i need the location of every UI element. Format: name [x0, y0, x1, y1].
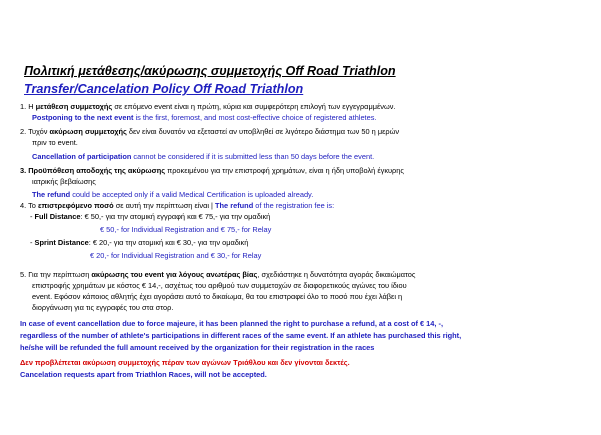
- text-bold: ακύρωση συμμετοχής: [49, 127, 127, 136]
- force-majeure-en-3: he/she will be refunded the full amount received by the organization for their registration in the races: [20, 343, 375, 352]
- text: 1. Η: [20, 102, 36, 111]
- item-2-greek: [20, 127, 399, 137]
- text: -: [30, 238, 35, 247]
- item-5-greek-3: event. Εφόσον κάποιος αθλητής έχει αγοράσει αυτό το δικαίωμα, θα του επιστραφεί όλο το ποσό που έχει λάβει η: [32, 292, 403, 301]
- text-bold: Full Distance: [34, 212, 81, 221]
- force-majeure-en-1: In case of event cancellation due to force majeure, it has been planned the right to purchase a refund, at a cost of € 14, -,: [20, 319, 444, 328]
- text-blue: of the registration fee is:: [253, 201, 335, 210]
- no-cancellation-english: Cancelation requests apart from Triathlon Races, will not be accepted.: [20, 370, 267, 379]
- full-distance-english: € 50,- for Individual Registration and € 75,- for Relay: [100, 225, 272, 234]
- item-3-english: [32, 190, 313, 200]
- text-bold: Sprint Distance: [34, 238, 89, 247]
- text-bold: ακύρωσης του event για λόγους ανωτέρας βίας: [91, 270, 258, 279]
- item-5-greek-1: [20, 270, 415, 280]
- item-3-greek: [20, 166, 404, 176]
- text: 4. Το: [20, 201, 38, 210]
- sprint-distance-greek: [30, 238, 248, 248]
- sprint-distance-english: € 20,- for Individual Registration and € 30,- for Relay: [90, 251, 262, 260]
- text: cannot be considered if it is submitted less than 50 days before the event.: [131, 152, 375, 161]
- text: : € 50,- για την ατομική εγγραφή και € 75,- για την ομαδική: [80, 212, 271, 221]
- item-5-greek-4: διοργάνωση για τις εγγραφές του στα στορ.: [32, 303, 174, 312]
- text: προκειμένου για την επιστροφή χρημάτων, είναι η ήδη υποβολή έγκυρης: [165, 166, 404, 175]
- text: -: [30, 212, 35, 221]
- title-english: Transfer/Cancelation Policy Off Road Triathlon: [24, 82, 304, 96]
- force-majeure-en-2: regardless of the number of athlete's participations in different races of the same event. If an athlete has purchased this right,: [20, 331, 462, 340]
- full-distance-greek: [30, 212, 270, 222]
- item-2-english: [32, 152, 374, 162]
- item-3-greek-cont: ιατρικής βεβαίωσης: [32, 177, 96, 186]
- text-bold: μετάθεση συμμετοχής: [35, 102, 113, 111]
- text-bold: επιστρεφόμενο ποσό: [37, 201, 114, 210]
- text: could be accepted only if a valid Medical Certification is uploaded already.: [70, 190, 314, 199]
- text: σε επόμενο event είναι η πρώτη, κύρια και συμφερότερη επιλογή των εγγεγραμμένων.: [112, 102, 396, 111]
- text-bold: Cancellation of participation: [32, 152, 132, 161]
- item-1-greek: [20, 102, 395, 112]
- item-2-greek-cont: πριν το event.: [32, 138, 78, 147]
- item-4-header: [20, 201, 334, 211]
- text-bold: The refund: [32, 190, 71, 199]
- text: 5. Για την περίπτωση: [20, 270, 92, 279]
- no-cancellation-greek: Δεν προβλέπεται ακύρωση συμμετοχής πέραν των αγώνων Τριάθλου και δεν γίνονται δεκτές.: [20, 358, 350, 367]
- text-bold: Postponing to the next event: [32, 113, 134, 122]
- text: σε αυτή την περίπτωση είναι |: [113, 201, 216, 210]
- text: δεν είναι δυνατόν να εξεταστεί αν υποβληθεί σε λιγότερο διάστημα των 50 η μερών: [126, 127, 400, 136]
- text: , σχεδιάστηκε η δυνατότητα αγοράς δικαιώματος: [257, 270, 416, 279]
- title-greek: Πολιτική μετάθεσης/ακύρωσης συμμετοχής Off Road Triathlon: [24, 64, 396, 78]
- text: 2. Τυχόν: [20, 127, 50, 136]
- item-5-greek-2: επιστροφής χρημάτων με κόστος € 14,-, ασχέτως του αριθμού των συμμετοχών σε διαφορετικούς αγώνες του ίδιου: [32, 281, 407, 290]
- item-1-english: [32, 113, 376, 123]
- text-bold-blue: The refund: [215, 201, 254, 210]
- text-bold: 3. Προϋπόθεση αποδοχής της ακύρωσης: [20, 166, 166, 175]
- text: is the first, foremost, and most cost-effective choice of registered athletes.: [133, 113, 377, 122]
- text: : € 20,- για την ατομική και € 30,- για την ομαδική: [88, 238, 249, 247]
